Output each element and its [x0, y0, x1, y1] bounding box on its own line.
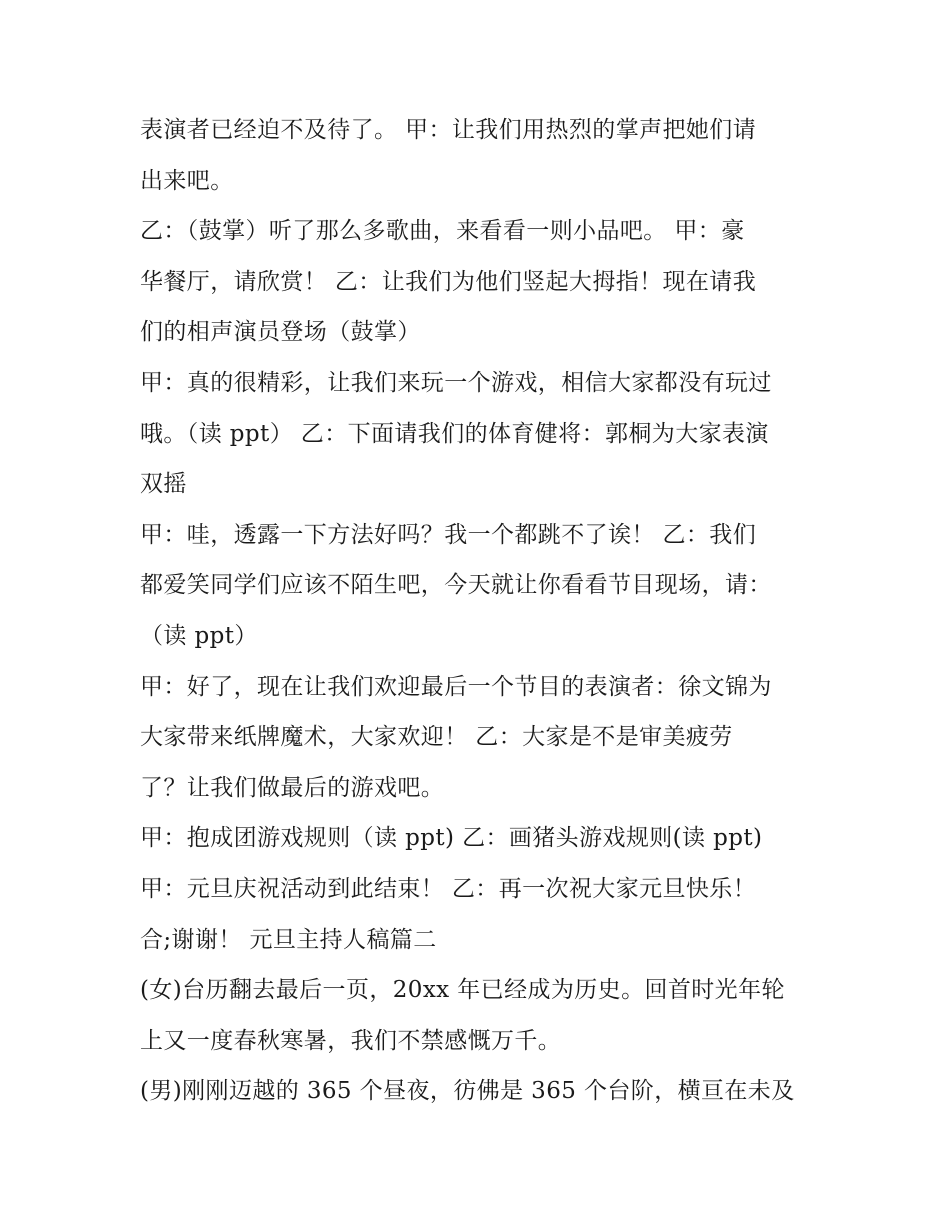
- text-line: 甲：哇，透露一下方法好吗？我一个都跳不了诶！ 乙：我们: [140, 521, 757, 548]
- text-line: 上又一度春秋寒暑，我们不禁感慨万千。: [140, 1027, 562, 1054]
- text-line: 甲：元旦庆祝活动到此结束！ 乙：再一次祝大家元旦快乐！: [140, 875, 757, 902]
- text-line: 都爱笑同学们应该不陌生吧，今天就让你看看节目现场，请：: [140, 572, 772, 599]
- text-line: 甲：抱成团游戏规则（读 ppt) 乙：画猪头游戏规则(读 ppt): [140, 825, 763, 852]
- text-line: 甲：好了，现在让我们欢迎最后一个节目的表演者：徐文锦为: [140, 673, 772, 700]
- document-body: [140, 111, 830, 1123]
- text-line: 双摇: [140, 471, 187, 498]
- text-line: 华餐厅，请欣赏！ 乙：让我们为他们竖起大拇指！现在请我: [140, 268, 757, 295]
- text-line: （读 ppt）: [140, 622, 258, 649]
- text-line: 大家带来纸牌魔术，大家欢迎！ 乙：大家是不是审美疲劳: [140, 724, 733, 751]
- text-line: (女)台历翻去最后一页，20xx 年已经成为历史。回首时光年轮: [140, 977, 785, 1004]
- text-line: 甲：真的很精彩，让我们来玩一个游戏，相信大家都没有玩过: [140, 369, 772, 396]
- text-line: 出来吧。: [140, 167, 234, 194]
- text-line: 乙：（鼓掌）听了那么多歌曲，来看看一则小品吧。 甲：豪: [140, 218, 745, 245]
- text-line: 了？让我们做最后的游戏吧。: [140, 774, 445, 801]
- text-line: 合;谢谢！ 元旦主持人稿篇二: [140, 926, 437, 953]
- text-line: 们的相声演员登场（鼓掌）: [140, 319, 421, 346]
- text-line: 哦。（读 ppt） 乙：下面请我们的体育健将：郭桐为大家表演: [140, 420, 769, 447]
- text-line: 表演者已经迫不及待了。 甲：让我们用热烈的掌声把她们请: [140, 117, 757, 143]
- text-line: (男)刚刚迈越的 365 个昼夜，彷佛是 365 个台阶，横亘在未及: [140, 1078, 795, 1105]
